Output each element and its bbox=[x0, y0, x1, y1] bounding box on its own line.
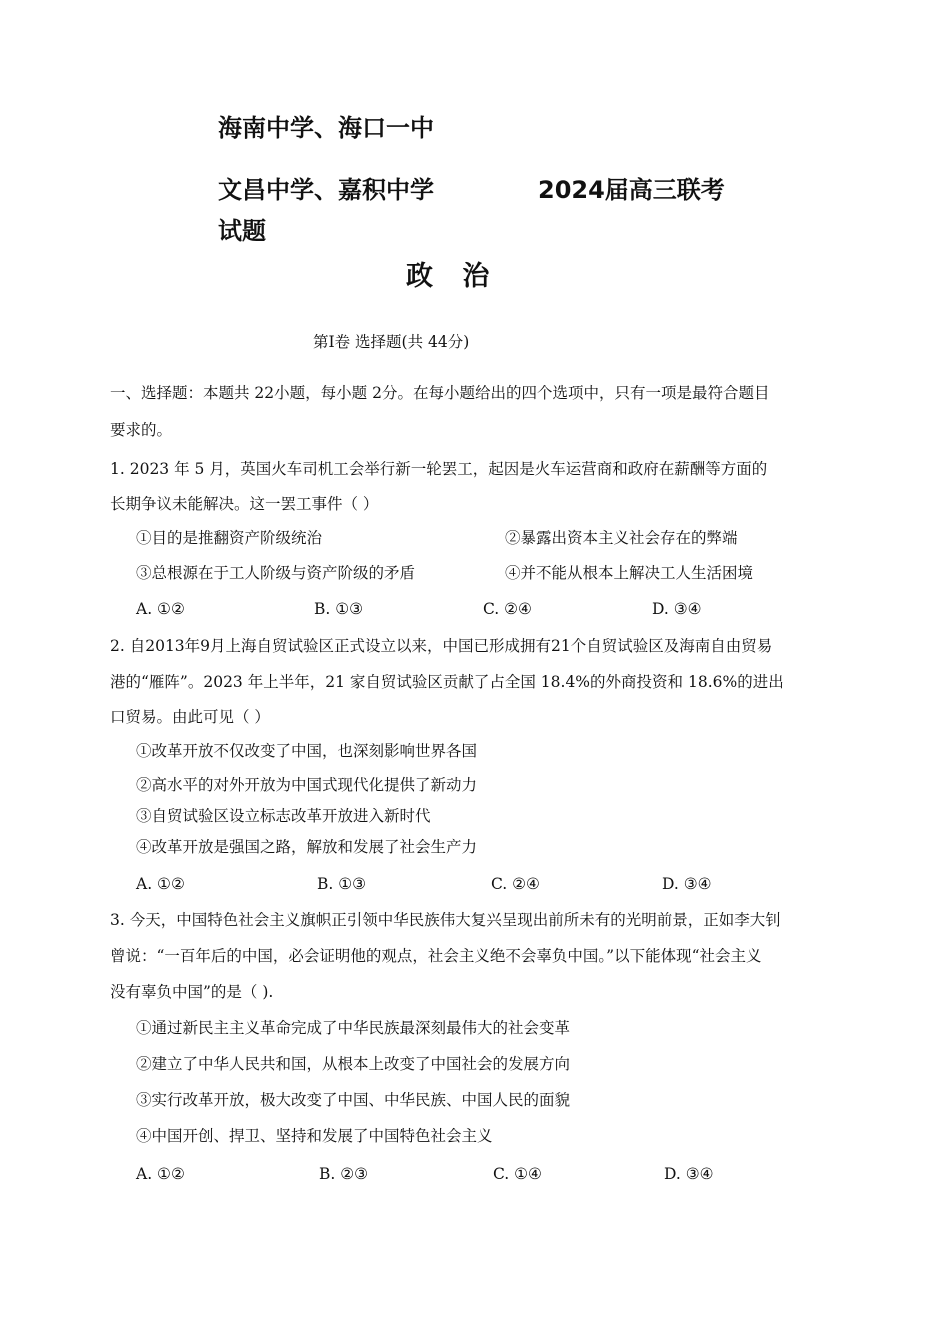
section-title: 第Ⅰ卷 选择题(共 44分) bbox=[313, 333, 470, 351]
question-3-choice-a[interactable]: A. ①② bbox=[136, 1165, 185, 1183]
question-3-statement-2: ②建立了中华人民共和国，从根本上改变了中国社会的发展方向 bbox=[136, 1055, 571, 1073]
school-names-line1: 海南中学、海口一中 bbox=[218, 114, 434, 142]
school-names-line2: 文昌中学、嘉积中学 bbox=[218, 176, 434, 204]
question-3-choice-d[interactable]: D. ③④ bbox=[664, 1165, 714, 1183]
instructions-line-1: 一、选择题：本题共 22小题，每小题 2分。在每小题给出的四个选项中，只有一项是最符合题目 bbox=[110, 384, 770, 402]
question-2-statement-3: ③自贸试验区设立标志改革开放进入新时代 bbox=[136, 807, 431, 825]
question-1-stem-line-1: 1. 2023 年 5 月，英国火车司机工会举行新一轮罢工，起因是火车运营商和政府在薪酬等方面的 bbox=[110, 460, 768, 478]
question-1-choice-a[interactable]: A. ①② bbox=[136, 600, 185, 618]
question-1-statement-2: ②暴露出资本主义社会存在的弊端 bbox=[505, 529, 738, 547]
question-3-choice-b[interactable]: B. ②③ bbox=[319, 1165, 369, 1183]
question-3-statement-4: ④中国开创、捍卫、坚持和发展了中国特色社会主义 bbox=[136, 1127, 493, 1145]
question-1-statement-3: ③总根源在于工人阶级与资产阶级的矛盾 bbox=[136, 564, 416, 582]
question-1-stem-line-2: 长期争议未能解决。这一罢工事件（ ） bbox=[110, 495, 379, 513]
question-1-choice-d[interactable]: D. ③④ bbox=[652, 600, 702, 618]
question-2-statement-1: ①改革开放不仅改变了中国，也深刻影响世界各国 bbox=[136, 742, 478, 760]
question-3-statement-1: ①通过新民主主义革命完成了中华民族最深刻最伟大的社会变革 bbox=[136, 1019, 571, 1037]
question-3-stem-line-1: 3. 今天，中国特色社会主义旗帜正引领中华民族伟大复兴呈现出前所未有的光明前景，正如李大钊 bbox=[110, 911, 781, 929]
question-2-choice-a[interactable]: A. ①② bbox=[136, 875, 185, 893]
question-2-stem-line-1: 2. 自2013年9月上海自贸试验区正式设立以来，中国已形成拥有21个自贸试验区及海南自由贸易 bbox=[110, 637, 773, 655]
question-1-choice-b[interactable]: B. ①③ bbox=[314, 600, 364, 618]
question-2-statement-4: ④改革开放是强国之路，解放和发展了社会生产力 bbox=[136, 838, 478, 856]
question-2-stem-line-3: 口贸易。由此可见（ ） bbox=[110, 708, 270, 726]
question-2-stem-line-2: 港的“雁阵”。2023 年上半年，21 家自贸试验区贡献了占全国 18.4%的外商投资和 18.6%的进出 bbox=[110, 673, 784, 691]
question-3-stem-line-2: 曾说：“一百年后的中国，必会证明他的观点，社会主义绝不会辜负中国。”以下能体现“社会主义 bbox=[110, 947, 762, 965]
question-3-choice-c[interactable]: C. ①④ bbox=[493, 1165, 542, 1183]
question-1-choice-c[interactable]: C. ②④ bbox=[483, 600, 532, 618]
exam-name: 2024届高三联考 bbox=[538, 176, 725, 204]
question-3-statement-3: ③实行改革开放，极大改变了中国、中华民族、中国人民的面貌 bbox=[136, 1091, 571, 1109]
question-2-choice-b[interactable]: B. ①③ bbox=[317, 875, 367, 893]
question-1-statement-1: ①目的是推翻资产阶级统治 bbox=[136, 529, 323, 547]
question-2-choice-c[interactable]: C. ②④ bbox=[491, 875, 540, 893]
question-2-choice-d[interactable]: D. ③④ bbox=[662, 875, 712, 893]
question-1-statement-4: ④并不能从根本上解决工人生活困境 bbox=[505, 564, 754, 582]
exam-suffix: 试题 bbox=[218, 217, 266, 245]
subject-title: 政 治 bbox=[406, 261, 500, 292]
question-3-stem-line-3: 没有辜负中国”的是（ ). bbox=[110, 983, 274, 1001]
question-2-statement-2: ②高水平的对外开放为中国式现代化提供了新动力 bbox=[136, 776, 478, 794]
instructions-line-2: 要求的。 bbox=[110, 421, 173, 439]
